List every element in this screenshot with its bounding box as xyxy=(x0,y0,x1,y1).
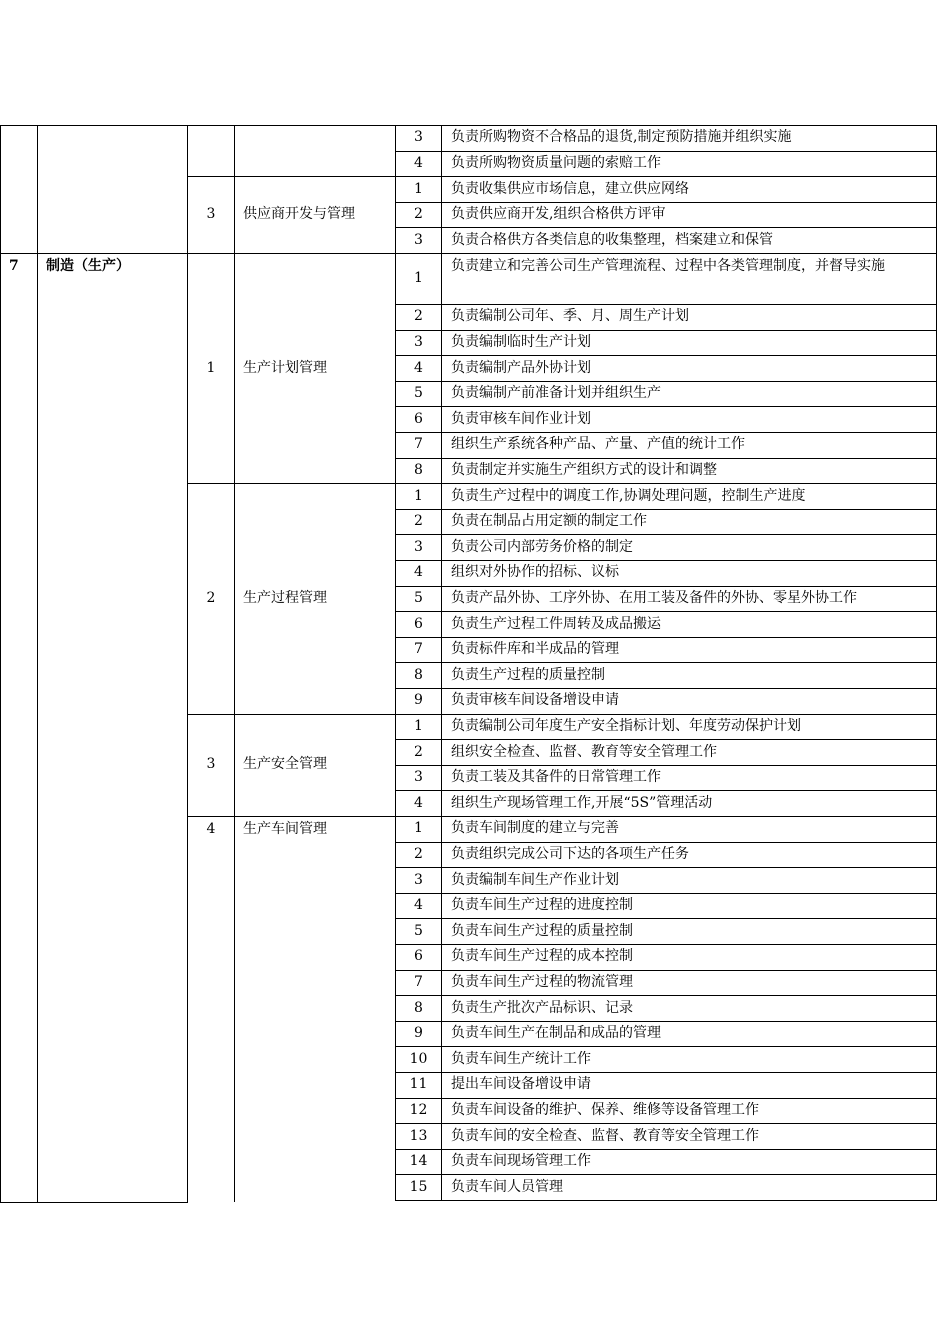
item-number: 5 xyxy=(414,922,423,939)
item-text: 组织对外协作的招标、议标 xyxy=(451,564,619,581)
item-number: 8 xyxy=(414,666,423,683)
item-text: 负责在制品占用定额的制定工作 xyxy=(451,513,647,530)
item-number: 2 xyxy=(414,513,423,530)
item-text: 负责公司内部劳务价格的制定 xyxy=(451,538,633,555)
group-name: 生产计划管理 xyxy=(243,359,327,376)
group-border xyxy=(187,714,395,715)
item-text: 负责编制临时生产计划 xyxy=(451,333,591,350)
item-text: 负责车间生产过程的物流管理 xyxy=(451,973,633,990)
col-border-f xyxy=(441,125,442,1201)
item-number: 5 xyxy=(414,385,423,402)
item-number: 1 xyxy=(414,820,423,837)
item-text: 负责车间现场管理工作 xyxy=(451,1153,591,1170)
group-name: 供应商开发与管理 xyxy=(243,206,355,223)
item-number: 3 xyxy=(414,231,423,248)
item-text: 负责所购物资不合格品的退货,制定预防措施并组织实施 xyxy=(451,129,792,146)
group-name: 生产车间管理 xyxy=(243,821,327,837)
item-number: 2 xyxy=(414,743,423,760)
item-text: 负责车间的安全检查、监督、教育等安全管理工作 xyxy=(451,1127,759,1144)
item-text: 负责车间设备的维护、保养、维修等设备管理工作 xyxy=(451,1101,759,1118)
item-text: 负责生产过程工件周转及成品搬运 xyxy=(451,615,661,632)
item-text: 负责工装及其备件的日常管理工作 xyxy=(451,769,661,786)
item-number: 1 xyxy=(414,487,423,504)
item-number: 3 xyxy=(414,769,423,786)
item-number: 5 xyxy=(414,589,423,606)
item-text: 负责车间生产在制品和成品的管理 xyxy=(451,1025,661,1042)
item-number: 6 xyxy=(414,615,423,632)
col-border-c xyxy=(187,125,188,1203)
item-text: 负责编制产前准备计划并组织生产 xyxy=(451,385,661,402)
item-number: 4 xyxy=(414,359,423,376)
item-text: 负责审核车间作业计划 xyxy=(451,410,591,427)
item-text: 负责车间人员管理 xyxy=(451,1178,563,1195)
item-text: 负责供应商开发,组织合格供方评审 xyxy=(451,206,666,223)
section-border-bottom xyxy=(0,1202,188,1203)
item-text: 组织生产系统各种产品、产量、产值的统计工作 xyxy=(451,436,745,453)
item-text: 负责收集供应市场信息，建立供应网络 xyxy=(451,180,689,197)
group-name: 生产过程管理 xyxy=(243,589,327,606)
item-number: 7 xyxy=(414,436,423,453)
group-number: 3 xyxy=(206,206,216,223)
col-border-g xyxy=(936,125,937,1201)
item-number: 10 xyxy=(409,1050,428,1067)
item-text: 负责编制产品外协计划 xyxy=(451,359,591,376)
group-border xyxy=(187,483,395,484)
group-number: 2 xyxy=(206,589,216,606)
group-number: 3 xyxy=(206,756,216,773)
section-name: 制造（生产） xyxy=(46,258,130,274)
group-border xyxy=(187,176,395,177)
item-text: 负责编制公司年度生产安全指标计划、年度劳动保护计划 xyxy=(451,717,801,734)
item-text: 负责车间生产过程的成本控制 xyxy=(451,948,633,965)
item-text: 提出车间设备增设申请 xyxy=(451,1076,591,1093)
item-text: 负责标件库和半成品的管理 xyxy=(451,641,619,658)
item-text: 负责生产过程中的调度工作,协调处理问题，控制生产进度 xyxy=(451,487,806,504)
item-text: 负责生产批次产品标识、记录 xyxy=(451,999,633,1016)
group-border-top xyxy=(187,125,395,126)
item-text: 负责车间制度的建立与完善 xyxy=(451,820,619,837)
col-border-b xyxy=(37,125,38,1203)
item-text: 负责合格供方各类信息的收集整理，档案建立和保管 xyxy=(451,231,773,248)
item-text: 负责产品外协、工序外协、在用工装及备件的外协、零星外协工作 xyxy=(451,589,857,606)
row-border xyxy=(395,1200,937,1201)
item-text: 负责建立和完善公司生产管理流程、过程中各类管理制度，并督导实施 xyxy=(451,258,885,274)
item-number: 3 xyxy=(414,871,423,888)
item-text: 负责制定并实施生产组织方式的设计和调整 xyxy=(451,461,717,478)
item-number: 4 xyxy=(414,794,423,811)
item-text: 负责生产过程的质量控制 xyxy=(451,666,605,683)
item-text: 负责编制车间生产作业计划 xyxy=(451,871,619,888)
item-number: 15 xyxy=(409,1178,428,1195)
item-text: 负责车间生产统计工作 xyxy=(451,1050,591,1067)
item-number: 3 xyxy=(414,333,423,350)
item-number: 4 xyxy=(414,154,423,171)
item-number: 12 xyxy=(409,1101,428,1118)
item-text: 组织安全检查、监督、教育等安全管理工作 xyxy=(451,743,717,760)
item-number: 8 xyxy=(414,461,423,478)
item-number: 4 xyxy=(414,897,423,914)
group-name: 生产安全管理 xyxy=(243,756,327,773)
item-number: 1 xyxy=(414,180,423,197)
item-text: 负责编制公司年、季、月、周生产计划 xyxy=(451,308,689,325)
col-border-a xyxy=(0,125,1,1203)
item-number: 2 xyxy=(414,308,423,325)
group-number: 1 xyxy=(206,359,216,376)
item-text: 负责审核车间设备增设申请 xyxy=(451,692,619,709)
item-number: 3 xyxy=(414,129,423,146)
item-number: 2 xyxy=(414,206,423,223)
item-number: 6 xyxy=(414,410,423,427)
item-number: 13 xyxy=(409,1127,428,1144)
col-border-d xyxy=(234,125,235,1202)
group-border xyxy=(187,253,395,254)
item-number: 8 xyxy=(414,999,423,1016)
group-number: 4 xyxy=(206,821,216,837)
section-number: 7 xyxy=(9,258,19,274)
item-text: 负责组织完成公司下达的各项生产任务 xyxy=(451,845,689,862)
item-number: 6 xyxy=(414,948,423,965)
item-text: 负责车间生产过程的进度控制 xyxy=(451,897,633,914)
item-number: 7 xyxy=(414,973,423,990)
item-text: 负责车间生产过程的质量控制 xyxy=(451,922,633,939)
item-number: 11 xyxy=(409,1076,428,1093)
item-number: 3 xyxy=(414,538,423,555)
item-text: 组织生产现场管理工作,开展“5S”管理活动 xyxy=(451,794,713,811)
item-number: 7 xyxy=(414,641,423,658)
item-number: 1 xyxy=(414,270,423,286)
item-number: 14 xyxy=(409,1153,428,1170)
item-number: 1 xyxy=(414,717,423,734)
item-text: 负责所购物资质量问题的索赔工作 xyxy=(451,154,661,171)
item-number: 2 xyxy=(414,845,423,862)
item-number: 9 xyxy=(414,1025,423,1042)
section-border-top xyxy=(0,125,188,126)
item-number: 4 xyxy=(414,564,423,581)
item-number: 9 xyxy=(414,692,423,709)
